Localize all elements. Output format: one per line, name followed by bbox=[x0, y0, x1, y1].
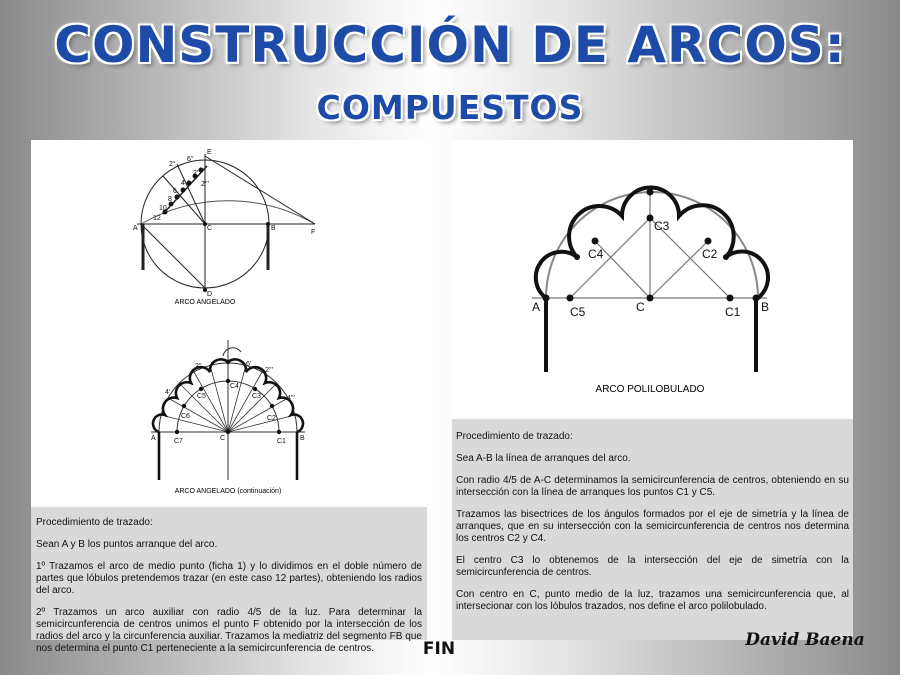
radii-fan bbox=[159, 362, 297, 432]
page-title: CONSTRUCCIÓN DE ARCOS: bbox=[54, 16, 846, 74]
label-c3: C3 bbox=[252, 393, 261, 400]
label-c2: C2 bbox=[702, 247, 718, 261]
label-b: B bbox=[271, 225, 276, 232]
label-a: A bbox=[532, 300, 541, 314]
label-8: 8 bbox=[168, 196, 172, 203]
center-points bbox=[543, 189, 760, 302]
procedure-step: Trazamos las bisectrices de los ángulos formados por el eje de simetría y la línea de arranques, que en su intersección con la semicircunferencia de centros nos determina los centros C2 y C4. bbox=[456, 509, 849, 544]
procedure-step: 2º Trazamos un arco auxiliar con radio 4/5 de la luz. Para determinar la semicircunferencia de centros unimos el punto F obtenido por la intersección de los radios del arco y la circunferencia auxiliar. Trazamos la mediatriz del segmento FB que nos determina el punto C1 perteneciente a la semicircunferencia de centros. bbox=[36, 607, 422, 654]
procedure-heading: Procedimiento de trazado: bbox=[36, 517, 153, 528]
procedure-step: Sean A y B los puntos arranque del arco. bbox=[36, 539, 218, 550]
caption-arco-angelado-continuacion: ARCO ANGELADO (continuación) bbox=[174, 488, 282, 495]
caption-arco-angelado: ARCO ANGELADO bbox=[174, 299, 236, 306]
arco-angelado-diagrams bbox=[31, 140, 427, 507]
label-a: A bbox=[151, 435, 156, 442]
label-b: B bbox=[761, 300, 770, 314]
right-diagram-panel bbox=[452, 140, 853, 419]
label-f: F bbox=[311, 229, 316, 236]
label-6: 6 bbox=[173, 188, 177, 195]
procedure-step: El centro C3 lo obtenemos de la intersección del eje de simetría con la semicircunferencia de centros. bbox=[456, 555, 849, 578]
lobed-arch bbox=[536, 188, 768, 299]
arco-angelado-construction bbox=[137, 154, 315, 290]
label-10: 10 bbox=[159, 205, 167, 212]
procedure-step: Con centro en C, punto medio de la luz, trazamos una semicircunferencia que, al intersecionar con los lóbulos trazados, nos define el arco polilobulado. bbox=[456, 589, 849, 612]
label-2ppp: 2''' bbox=[265, 367, 273, 374]
page-subtitle: COMPUESTOS bbox=[316, 88, 584, 127]
label-c1: C1 bbox=[725, 305, 741, 319]
procedure-step: Con radio 4/5 de A-C determinamos la semicircunferencia de centros, obteniendo en su intersección con la línea de arranques los puntos C1 y C5. bbox=[456, 475, 849, 498]
label-c: C bbox=[207, 225, 213, 232]
label-c: C bbox=[636, 300, 645, 314]
label-c5: C5 bbox=[570, 305, 586, 319]
label-6p: 6' bbox=[246, 361, 252, 368]
label-e: E bbox=[207, 149, 212, 156]
chord-ad bbox=[141, 224, 205, 288]
right-procedure-text bbox=[452, 419, 853, 640]
arco-polilobulado-diagram bbox=[452, 140, 853, 419]
label-c1: C1 bbox=[277, 438, 286, 445]
outer-semicircle bbox=[546, 192, 758, 298]
procedure-step: Sea A-B la línea de arranques del arco. bbox=[456, 453, 631, 464]
construction-arc bbox=[223, 348, 241, 356]
label-c5: C5 bbox=[197, 393, 206, 400]
left-diagram-panel bbox=[31, 140, 427, 507]
bisector-right bbox=[650, 241, 708, 298]
label-c4: C4 bbox=[588, 247, 604, 261]
label-12: 12 bbox=[153, 215, 161, 222]
label-4: 4 bbox=[181, 180, 185, 187]
caption-arco-polilobulado: ARCO POLILOBULADO bbox=[595, 384, 705, 395]
label-2pp: 2'' bbox=[193, 170, 200, 177]
segment-fb bbox=[205, 156, 315, 224]
label-2pp: 2'' bbox=[195, 363, 202, 370]
label-c6: C6 bbox=[181, 413, 190, 420]
label-2ppp: 2''' bbox=[201, 181, 209, 188]
label-4p: 4' bbox=[165, 389, 171, 396]
label-6p: 6° bbox=[187, 156, 194, 163]
label-c2: C2 bbox=[267, 415, 276, 422]
label-d: D bbox=[207, 291, 213, 298]
fin-label: FIN bbox=[422, 639, 456, 659]
procedure-heading: Procedimiento de trazado: bbox=[456, 431, 573, 442]
label-2p: 2° bbox=[169, 161, 176, 168]
label-a: A bbox=[133, 225, 138, 232]
label-4ppp: 4''' bbox=[287, 395, 295, 402]
label-c7: C7 bbox=[174, 438, 183, 445]
label-c4: C4 bbox=[230, 383, 239, 390]
label-c: C bbox=[220, 435, 226, 442]
author-signature: David Baena bbox=[745, 630, 865, 650]
label-c3: C3 bbox=[654, 219, 670, 233]
procedure-step: 1º Trazamos el arco de medio punto (ficha 1) y lo dividimos en el doble número de partes que lóbulos pretendemos trazar (en este caso 12 partes), obteniendo los radios del arco. bbox=[36, 561, 422, 596]
label-b: B bbox=[300, 435, 305, 442]
left-procedure-text bbox=[31, 507, 427, 654]
